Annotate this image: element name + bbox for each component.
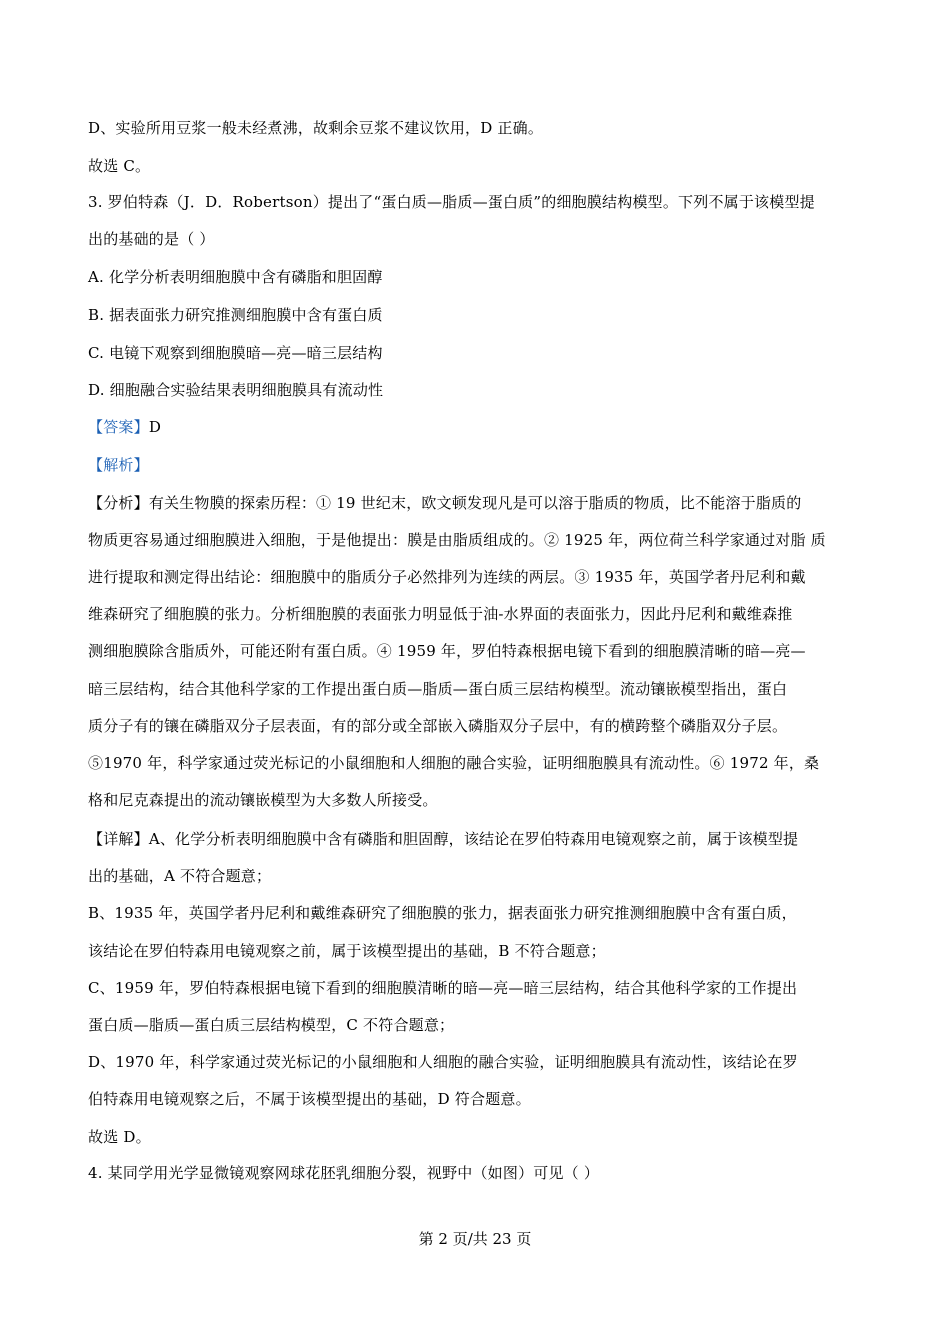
fenxi-line: 质分子有的镶在磷脂双分子层表面，有的部分或全部嵌入磷脂双分子层中，有的横跨整个磷脂双分子层。 bbox=[88, 717, 788, 735]
question-3-stem: 3. 罗伯特森（J．D．Robertson）提出了“蛋白质—脂质—蛋白质”的细胞膜结构模型。下列不属于该模型提 bbox=[88, 193, 815, 211]
xiangjie-line: D、1970 年，科学家通过荧光标记的小鼠细胞和人细胞的融合实验，证明细胞膜具有流动性，该结论在罗 bbox=[88, 1053, 798, 1071]
fenxi-line: ⑤1970 年，科学家通过荧光标记的小鼠细胞和人细胞的融合实验，证明细胞膜具有流动性。⑥ 1972 年，桑 bbox=[88, 754, 820, 772]
text-line: D、实验所用豆浆一般未经煮沸，故剩余豆浆不建议饮用，D 正确。 bbox=[88, 119, 544, 137]
xiangjie-line: B、1935 年，英国学者丹尼利和戴维森研究了细胞膜的张力，据表面张力研究推测细胞膜中含有蛋白质， bbox=[88, 904, 797, 922]
analysis-tag: 【解析】 bbox=[88, 456, 149, 474]
question-4-stem: 4. 某同学用光学显微镜观察网球花胚乳细胞分裂，视野中（如图）可见（ ） bbox=[88, 1164, 600, 1182]
answer-line bbox=[88, 417, 161, 437]
option-d: D. 细胞融合实验结果表明细胞膜具有流动性 bbox=[88, 381, 384, 399]
fenxi-line: 格和尼克森提出的流动镶嵌模型为大多数人所接受。 bbox=[88, 791, 438, 809]
fenxi-line: 暗三层结构，结合其他科学家的工作提出蛋白质—脂质—蛋白质三层结构模型。流动镶嵌模型指出，蛋白 bbox=[88, 680, 788, 698]
xiangjie-tag: 【详解】 bbox=[88, 830, 149, 848]
fenxi-line bbox=[88, 493, 801, 513]
xiangjie-line: C、1959 年，罗伯特森根据电镜下看到的细胞膜清晰的暗—亮—暗三层结构，结合其他科学家的工作提出 bbox=[88, 979, 798, 997]
option-a: A. 化学分析表明细胞膜中含有磷脂和胆固醇 bbox=[88, 268, 383, 286]
text-line: 故选 C。 bbox=[88, 157, 151, 175]
xiangjie-line: 蛋白质—脂质—蛋白质三层结构模型，C 不符合题意； bbox=[88, 1016, 455, 1034]
fenxi-text: 有关生物膜的探索历程：① 19 世纪末，欧文顿发现凡是可以溶于脂质的物质，比不能溶于脂质的 bbox=[148, 494, 802, 512]
fenxi-line: 进行提取和测定得出结论：细胞膜中的脂质分子必然排列为连续的两层。③ 1935 年，英国学者丹尼利和戴 bbox=[88, 568, 806, 586]
xiangjie-line bbox=[88, 829, 798, 849]
option-b: B. 据表面张力研究推测细胞膜中含有蛋白质 bbox=[88, 306, 383, 324]
xiangjie-line: 该结论在罗伯特森用电镜观察之前，属于该模型提出的基础，B 不符合题意； bbox=[88, 942, 606, 960]
fenxi-line: 物质更容易通过细胞膜进入细胞，于是他提出：膜是由脂质组成的。② 1925 年，两位荷兰科学家通过对脂 质 bbox=[88, 531, 826, 549]
question-3-stem-cont: 出的基础的是（ ） bbox=[88, 230, 215, 248]
answer-tag: 【答案】 bbox=[88, 418, 149, 436]
analysis-heading bbox=[88, 455, 149, 475]
fenxi-line: 维森研究了细胞膜的张力。分析细胞膜的表面张力明显低于油-水界面的表面张力，因此丹尼利和戴维森推 bbox=[88, 605, 793, 623]
xiangjie-line: 出的基础，A 不符合题意； bbox=[88, 867, 272, 885]
answer-value: D bbox=[148, 418, 162, 436]
xiangjie-line: 伯特森用电镜观察之后，不属于该模型提出的基础，D 符合题意。 bbox=[88, 1090, 531, 1108]
xiangjie-line: 故选 D。 bbox=[88, 1128, 151, 1146]
fenxi-line: 测细胞膜除含脂质外，可能还附有蛋白质。④ 1959 年，罗伯特森根据电镜下看到的细胞膜清晰的暗—亮— bbox=[88, 642, 806, 660]
fenxi-tag: 【分析】 bbox=[88, 494, 149, 512]
page-footer: 第 2 页/共 23 页 bbox=[418, 1230, 532, 1248]
option-c: C. 电镜下观察到细胞膜暗—亮—暗三层结构 bbox=[88, 344, 383, 362]
xiangjie-text: A、化学分析表明细胞膜中含有磷脂和胆固醇，该结论在罗伯特森用电镜观察之前，属于该模型提 bbox=[148, 830, 799, 848]
